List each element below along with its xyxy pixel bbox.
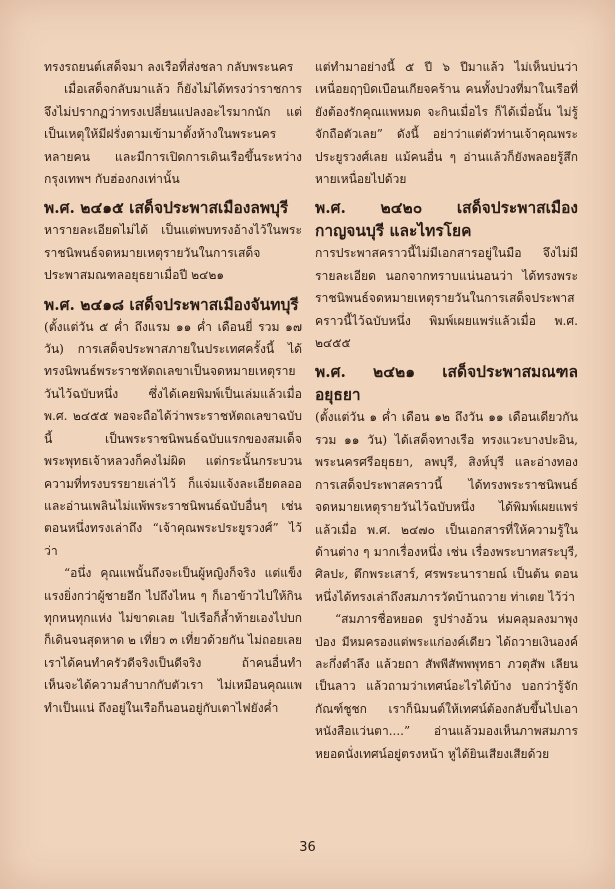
right-column — [315, 56, 578, 765]
section-heading: พ.ศ. ๒๔๑๘ เสด็จประพาสเมืองจันทบุรี — [44, 294, 299, 314]
paragraph: ทรงรถยนต์เสด็จมา ลงเรือที่ส่งชลา กลับพระนคร — [44, 60, 294, 74]
quote-paragraph: “อนึ่ง คุณแพนั้นถึงจะเป็นผู้หญิงก็จริง แต่แข็งแรงยิ่งกว่าผู้ชายอีก ไปถึงไหน ๆ ก็เอาข้าวไปให้กินทุกหนทุกแห่ง ไม่ขาดเลย ไปเรือก็ล้ำท้ายเองไปบกก็เดินจนสุดหาด ๒ เที่ยว ๓ เที่ยวด้วยกัน ไม่ถอยเลย เราได้คนทำครัวดีจริงเป็นดีจริง ถ้าคนอื่นทำ เห็นจะได้ความลำบากกับตัวเรา ไม่เหมือนคุณแพทำเป็นแน่ ถึงอยู่ในเรือก็นอนอยู่กับเตาไฟยังค่ำ — [44, 566, 302, 715]
section-heading: พ.ศ. ๒๔๑๕ เสด็จประพาสเมืองลพบุรี — [44, 198, 289, 218]
section-heading: พ.ศ. ๒๔๒๐ เสด็จประพาสเมืองกาญจนบุรี และไทรโยค — [315, 198, 578, 241]
page-number: 36 — [299, 840, 316, 855]
quote-paragraph: แต่ทำมาอย่างนี้ ๕ ปี ๖ ปีมาแล้ว ไม่เห็นบ่นว่าเหนื่อยฤๅบิดเบือนเกียจคร้าน คนทั้งปวงที่มาในเรือที่ยังต้องรักคุณแพหมด จะกินเมื่อไร ก็ได้เมื่อนั้น ไม่รู้จักถือตัวเลย” ดังนี้ อย่าว่าแต่ตัวท่านเจ้าคุณพระประยูรวงศ์เลย แม้คนอื่น ๆ อ่านแล้วก็ยังพลอยรู้สึกหายเหนื่อยไปด้วย — [315, 60, 578, 187]
quote-paragraph: “สมภารชื่อหยอด รูปร่างอ้วน ห่มคลุมลงมาพุงป่อง มีหมครองแต่พระแก่องค์เดียว ได้ถวายเงินองค์ละกึ่งตำลึง แล้วยถา สัพพีสัพพพุทธา ภวตุสัพ เลียนเป็นลาว แล้วถามว่าเทศน์อะไรได้บ้าง บอกว่ารู้จักกัณฑ์ชูชก เราก็นิมนต์ให้เทศน์ต้องกลับขึ้นไปเอาหนังสือแว่นตา....” อ่านแล้วมองเห็นภาพสมภารหยอดนั่งเทศน์อยู่ตรงหน้า หูได้ยินเสียงเสียด้วย — [315, 612, 578, 761]
paragraph: หารายละเอียดไม่ได้ เป็นแต่พบทรงอ้างไว้ในพระราชนิพนธ์จดหมายเหตุรายวันในการเสด็จประพาสมณฑลอยุธยาเมื่อปี ๒๔๒๑ — [44, 223, 302, 283]
paragraph: เมื่อเสด็จกลับมาแล้ว ก็ยังไม่ได้ทรงว่าราชการ จึงไม่ปรากฏว่าทรงเปลี่ยนแปลงอะไรมากนัก แต่เป็นเหตุให้มีฝรั่งตามเข้ามาตั้งห้างในพระนครหลายคน และมีการเปิดการเดินเรือขึ้นระหว่างกรุงเทพฯ กับฮ่องกงเท่านั้น — [44, 82, 302, 187]
paragraph: (ตั้งแต่วัน ๕ ค่ำ ถึงแรม ๑๑ ค่ำ เดือนยี่ รวม ๑๗ วัน) การเสด็จประพาสภายในประเทศครั้งนี้ ได้ทรงนิพนธ์พระราชหัตถเลขาเป็นจดหมายเหตุรายวันไว้ฉบับหนึ่ง ซึ่งได้เคยพิมพ์เป็นเล่มแล้วเมื่อ พ.ศ. ๒๔๕๕ พอจะถือได้ว่าพระราชหัตถเลขาฉบับนี้ เป็นพระราชนิพนธ์ฉบับแรกของสมเด็จพระพุทธเจ้าหลวงก็คงไม่ผิด แต่กระนั้นกระบวนความที่ทรงบรรยายเล่าไว้ ก็แจ่มแจ้งละเอียดลออ และอ่านเพลินไม่แพ้พระราชนิพนธ์ฉบับอื่นๆ เช่นตอนหนึ่งทรงเล่าถึง “เจ้าคุณพระประยูรวงศ์” ไว้ว่า — [44, 319, 302, 558]
paragraph: (ตั้งแต่วัน ๑ ค่ำ เดือน ๑๒ ถึงวัน ๑๑ เดือนเดียวกัน รวม ๑๑ วัน) ได้เสด็จทางเรือ ทรงแวะบางปะอิน, พระนครศรีอยุธยา, ลพบุรี, สิงห์บุรี และอ่างทอง การเสด็จประพาสคราวนี้ ได้ทรงพระราชนิพนธ์จดหมายเหตุรายวันไว้ฉบับหนึ่ง ได้พิมพ์เผยแพร่แล้วเมื่อ พ.ศ. ๒๔๗๐ เป็นเอกสารที่ให้ความรู้ในด้านต่าง ๆ มากเรื่องหนึ่ง เช่น เรื่องพระบาทสระบุรี, ศิลปะ, ตึกพระเสาร์, ศรพระนารายณ์ เป็นต้น ตอนหนึ่งได้ทรงเล่าถึงสมภารวัดบ้านถวาย ท่าเตย ไว้ว่า — [315, 410, 578, 604]
section-heading: พ.ศ. ๒๔๒๑ เสด็จประพาสมณฑลอยุธยา — [315, 362, 578, 405]
left-column — [44, 56, 302, 719]
paragraph: การประพาสคราวนี้ไม่มีเอกสารอยู่ในมือ จึงไม่มีรายละเอียด นอกจากทราบแน่นอนว่า ได้ทรงพระราชนิพนธ์จดหมายเหตุรายวันในการเสด็จประพาสคราวนี้ไว้ฉบับหนึ่ง พิมพ์เผยแพร่แล้วเมื่อ พ.ศ. ๒๔๕๕ — [315, 246, 578, 351]
